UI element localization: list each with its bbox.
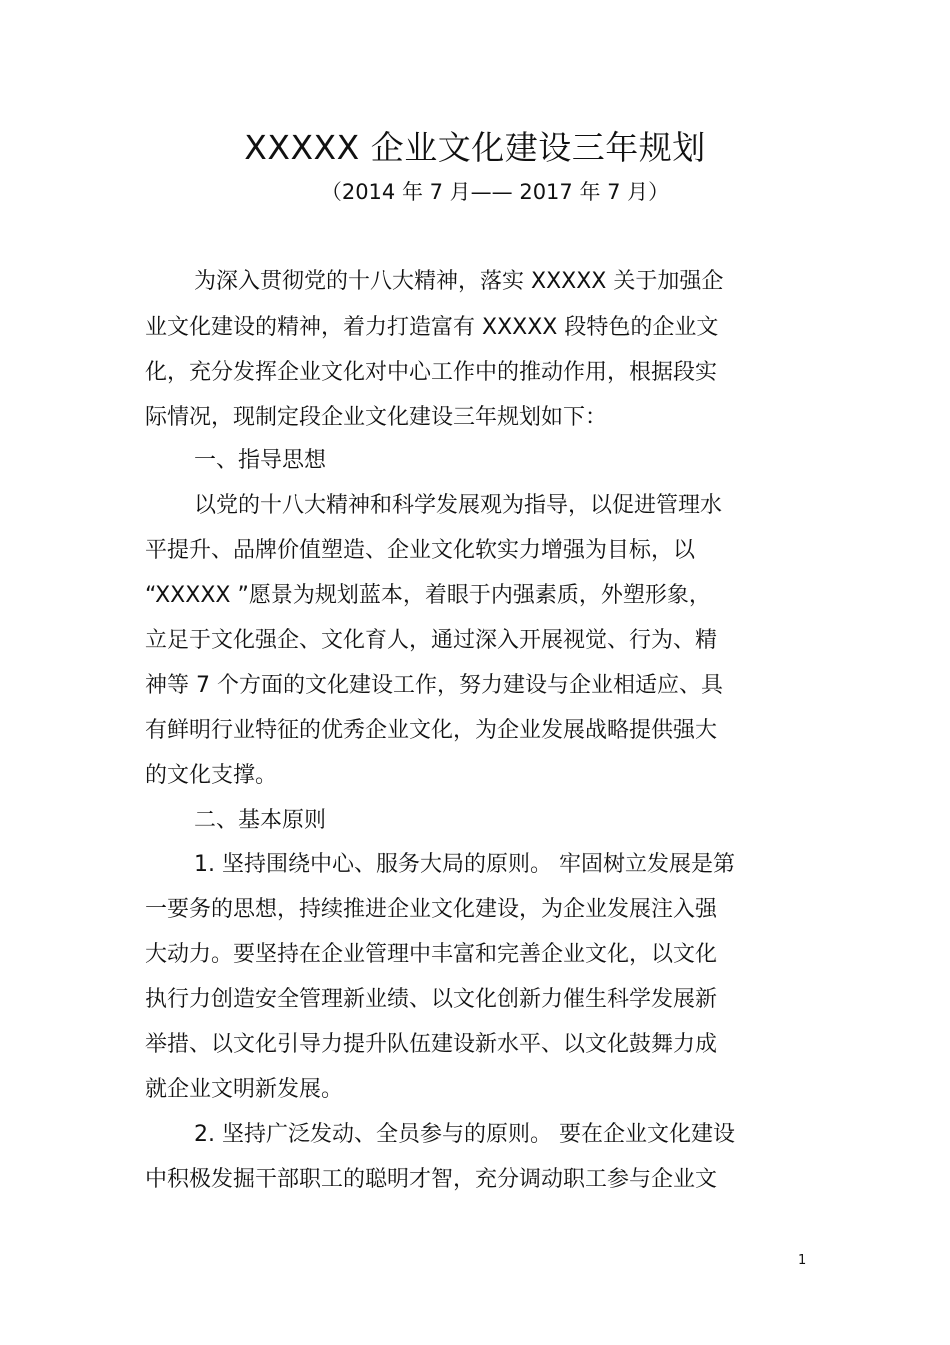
- document-subtitle: （2014 年 7 月—— 2017 年 7 月）: [320, 180, 670, 204]
- paragraph-line: 以党的十八大精神和科学发展观为指导，以促进管理水: [194, 493, 723, 518]
- paragraph-line: 业文化建设的精神，着力打造富有 XXXXX 段特色的企业文: [145, 315, 719, 340]
- paragraph-line: 2. 坚持广泛发动、全员参与的原则。 要在企业文化建设: [194, 1122, 735, 1147]
- paragraph-line: 举措、以文化引导力提升队伍建设新水平、以文化鼓舞力成: [145, 1032, 718, 1057]
- paragraph-line: 就企业文明新发展。: [145, 1077, 344, 1102]
- paragraph-line: 立足于文化强企、文化育人，通过深入开展视觉、行为、精: [145, 628, 718, 653]
- page-number: 1: [798, 1253, 807, 1268]
- paragraph-line: 中积极发掘干部职工的聪明才智，充分调动职工参与企业文: [145, 1167, 718, 1192]
- paragraph-line: 神等 7 个方面的文化建设工作，努力建设与企业相适应、具: [145, 673, 723, 698]
- section-heading: 一、指导思想: [194, 448, 327, 473]
- paragraph-line: 执行力创造安全管理新业绩、以文化创新力催生科学发展新: [145, 987, 718, 1012]
- paragraph-line: 为深入贯彻党的十八大精神，落实 XXXXX 关于加强企: [194, 269, 724, 294]
- paragraph-line: 有鲜明行业特征的优秀企业文化，为企业发展战略提供强大: [145, 718, 718, 743]
- document-title: XXXXX 企业文化建设三年规划: [244, 128, 706, 167]
- paragraph-line: 大动力。要坚持在企业管理中丰富和完善企业文化，以文化: [145, 942, 718, 967]
- paragraph-line: 一要务的思想，持续推进企业文化建设，为企业发展注入强: [145, 897, 718, 922]
- paragraph-line: 际情况，现制定段企业文化建设三年规划如下：: [145, 405, 608, 430]
- paragraph-line: 化，充分发挥企业文化对中心工作中的推动作用，根据段实: [145, 360, 718, 385]
- paragraph-line: 1. 坚持围绕中心、服务大局的原则。 牢固树立发展是第: [194, 852, 735, 877]
- paragraph-line: 平提升、品牌价值塑造、企业文化软实力增强为目标，以: [145, 538, 696, 563]
- section-heading: 二、基本原则: [194, 808, 327, 833]
- paragraph-line: “XXXXX ”愿景为规划蓝本，着眼于内强素质，外塑形象，: [145, 583, 711, 608]
- paragraph-line: 的文化支撑。: [145, 763, 278, 788]
